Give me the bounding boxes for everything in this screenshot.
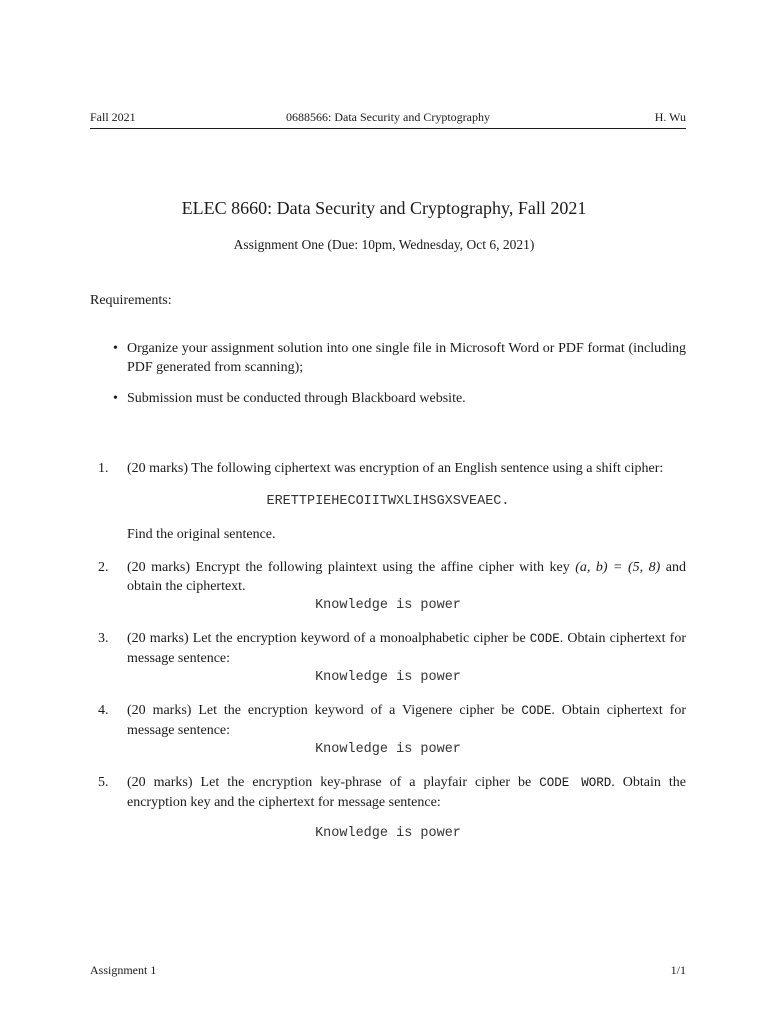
- question-text-part: (20 marks) Encrypt the following plaintext using the affine cipher with key: [127, 560, 576, 575]
- keyword: CODE WORD: [539, 776, 612, 790]
- plaintext: Knowledge is power: [315, 670, 461, 685]
- question-text-part: . Obtain the encryption key and the ciphertext for message sentence:: [127, 775, 686, 810]
- document-title: ELEC 8660: Data Security and Cryptography, Fall 2021: [181, 198, 587, 218]
- question-4: [90, 701, 686, 759]
- question-text-part: . Obtain ciphertext for message sentence:: [127, 703, 686, 738]
- plaintext: Knowledge is power: [315, 742, 461, 757]
- keyword: CODE: [529, 632, 560, 646]
- keyword: CODE: [521, 704, 552, 718]
- running-header: [90, 110, 686, 129]
- requirement-item: [90, 339, 686, 377]
- requirements-heading: Requirements:: [90, 293, 172, 308]
- question-text: [127, 558, 686, 596]
- question-number: 4.: [98, 703, 109, 718]
- question-3: [90, 629, 686, 687]
- document-subtitle: Assignment One (Due: 10pm, Wednesday, Oct 6, 2021): [233, 237, 535, 252]
- affine-key: (a, b) = (5, 8): [575, 560, 661, 575]
- question-text: [127, 701, 686, 740]
- question-text-part: (20 marks) Let the encryption key-phrase of a playfair cipher be: [127, 775, 540, 790]
- header-author: H. Wu: [654, 110, 686, 124]
- ciphertext: ERETTPIEHECOIITWXLIHSGXSVEAEC.: [266, 494, 510, 509]
- requirement-text: Submission must be conducted through Blackboard website.: [127, 391, 466, 406]
- question-number: 2.: [98, 560, 109, 575]
- footer-label: Assignment 1: [90, 963, 157, 977]
- question-text: [127, 773, 686, 812]
- header-term: Fall 2021: [90, 110, 136, 124]
- page-number: 1/1: [670, 963, 686, 977]
- bullet-icon: •: [113, 391, 118, 406]
- question-text-part: (20 marks) Let the encryption keyword of a monoalphabetic cipher be: [127, 631, 530, 646]
- plaintext: Knowledge is power: [315, 826, 461, 841]
- question-text: (20 marks) The following ciphertext was encryption of an English sentence using a shift cipher:: [127, 461, 664, 476]
- question-number: 5.: [98, 775, 109, 790]
- question-5: [90, 773, 686, 843]
- requirement-text: Organize your assignment solution into one single file in Microsoft Word or PDF format (including PDF generated from scanning);: [127, 341, 686, 375]
- question-2: [90, 558, 686, 615]
- question-number: 3.: [98, 631, 109, 646]
- question-text: [127, 629, 686, 668]
- question-number: 1.: [98, 461, 109, 476]
- question-text-part: and obtain the ciphertext.: [127, 560, 686, 594]
- question-text-part: . Obtain ciphertext for message sentence:: [127, 631, 686, 666]
- question-1: [90, 459, 686, 544]
- header-course: 0688566: Data Security and Cryptography: [286, 110, 490, 124]
- plaintext: Knowledge is power: [315, 598, 461, 613]
- bullet-icon: •: [113, 341, 118, 356]
- requirements-list: [90, 339, 686, 420]
- question-text-part: (20 marks) Let the encryption keyword of a Vigenere cipher be: [127, 703, 522, 718]
- requirement-item: [90, 389, 686, 408]
- question-instruction: Find the original sentence.: [127, 527, 276, 542]
- question-list: [90, 459, 686, 843]
